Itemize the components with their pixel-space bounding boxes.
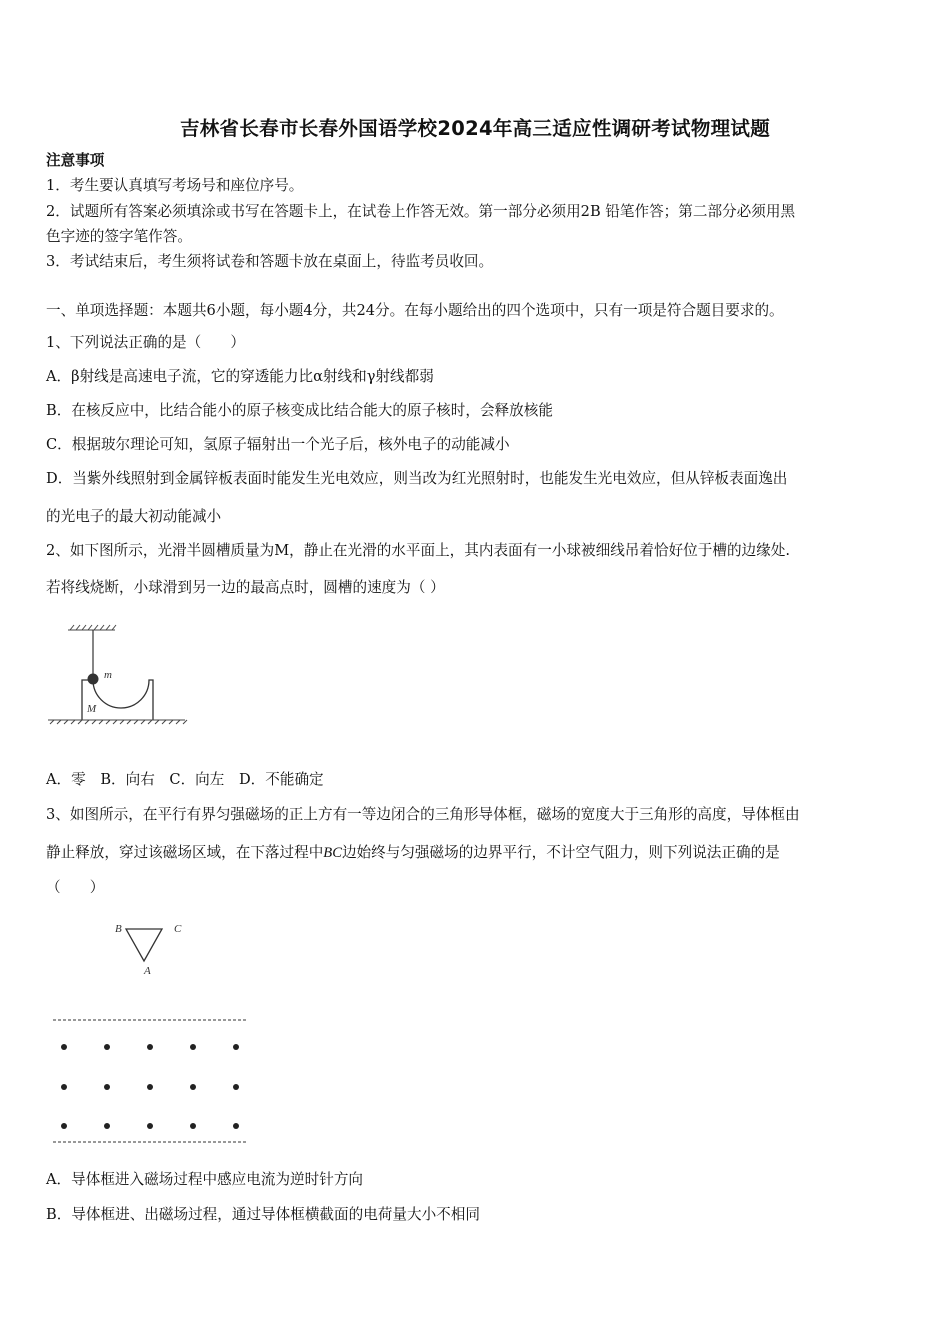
label-a: A <box>144 965 151 977</box>
field-dots <box>61 1044 239 1129</box>
q3-stem-text-b: 边始终与匀强磁场的边界平行，不计空气阻力，则下列说法正确的是 <box>341 844 780 861</box>
ball <box>88 674 99 685</box>
q3-stem-cont <box>46 843 780 863</box>
q3-stem-bc: BC <box>323 845 342 861</box>
q3-option-b: B．导体框进、出磁场过程，通过导体框横截面的电荷量大小不相同 <box>46 1206 480 1223</box>
notice-heading: 注意事项 <box>46 152 105 169</box>
notice-item-2: 2．试题所有答案必须填涂或书写在答题卡上，在试卷上作答无效。第一部分必须用2B 铅笔作答；第二部分必须用黑 <box>46 203 796 220</box>
q2-options: A．零 B．向右 C．向左 D．不能确定 <box>46 771 324 788</box>
notice-item-3: 3．考试结束后，考生须将试卷和答题卡放在桌面上，待监考员收回。 <box>46 253 494 270</box>
q3-triangle-figure <box>108 918 198 983</box>
page-title: 吉林省长春市长春外国语学校2024年高三适应性调研考试物理试题 <box>179 117 771 140</box>
q3-stem: 3、如图所示，在平行有界匀强磁场的正上方有一等边闭合的三角形导体框，磁场的宽度大于三角形的高度，导体框由 <box>46 806 800 823</box>
triangle-frame <box>126 929 162 961</box>
q2-figure <box>40 620 200 730</box>
q2-stem-cont: 若将线烧断，小球滑到另一边的最高点时，圆槽的速度为（ ） <box>46 579 445 596</box>
q1-option-b: B．在核反应中，比结合能小的原子核变成比结合能大的原子核时，会释放核能 <box>46 402 553 419</box>
section-heading: 一、单项选择题：本题共6小题，每小题4分，共24分。在每小题给出的四个选项中，只有一项是符合题目要求的。 <box>46 302 784 319</box>
q1-option-d: D．当紫外线照射到金属锌板表面时能发生光电效应，则当改为红光照射时，也能发生光电效应，但从锌板表面逸出 <box>46 470 788 487</box>
label-b: B <box>115 923 122 935</box>
q3-stem-text-a: 静止释放，穿过该磁场区域，在下落过程中 <box>46 844 324 861</box>
magnetic-field-figure <box>50 1012 250 1152</box>
q1-option-c: C．根据玻尔理论可知，氢原子辐射出一个光子后，核外电子的动能减小 <box>46 436 510 453</box>
ground-hatch <box>48 720 187 724</box>
q1-stem: 1、下列说法正确的是（ ） <box>46 334 246 351</box>
q1-option-d-cont: 的光电子的最大初动能减小 <box>46 508 222 525</box>
q3-option-a: A．导体框进入磁场过程中感应电流为逆时针方向 <box>46 1171 364 1188</box>
slot-label: M <box>87 703 97 715</box>
q2-stem: 2、如下图所示，光滑半圆槽质量为M，静止在光滑的水平面上，其内表面有一小球被细线吊着恰好位于槽的边缘处. <box>46 542 790 559</box>
notice-item-1: 1．考生要认真填写考场号和座位序号。 <box>46 177 304 194</box>
label-c: C <box>174 923 182 935</box>
q3-stem-paren: （ ） <box>46 879 105 896</box>
q1-option-a: A．β射线是高速电子流，它的穿透能力比α射线和γ射线都弱 <box>46 368 434 385</box>
notice-item-2-cont: 色字迹的签字笔作答。 <box>46 228 192 245</box>
ball-label: m <box>104 669 112 681</box>
ceiling-hatch <box>68 625 116 630</box>
